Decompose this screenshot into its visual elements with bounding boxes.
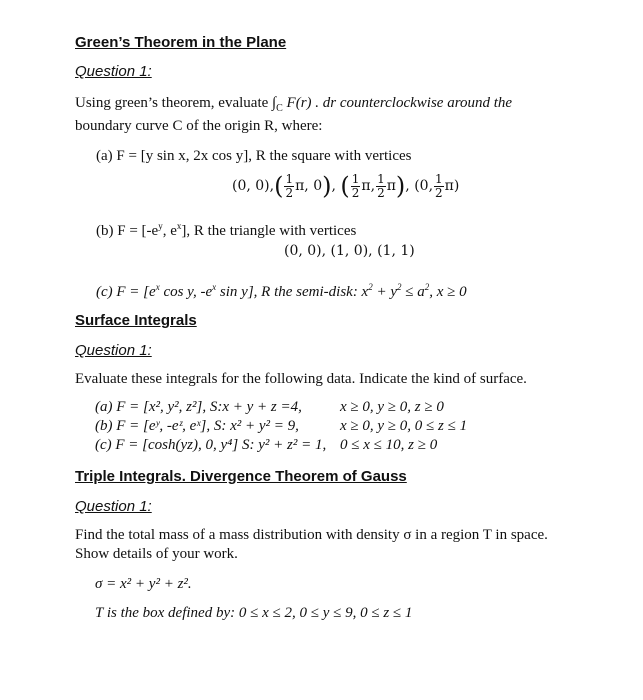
section-title-divergence: Triple Integrals. Divergence Theorem of Gauss [75,468,407,485]
fraction-half-2: $\frac{1}{2}$ [351,171,360,200]
question-label-1: Question 1: [75,63,152,80]
mass-intro-line-2: Show details of your work. [75,546,238,562]
question-label-2: Question 1: [75,342,152,359]
part-c-text: (c) $F = [e^x$ cos y, $-e^x$ sin y], R the semi-disk: $x^2 + y^2 \le a^2$, x ≥ 0 [96,282,467,300]
greens-intro-line-2: boundary curve C of the origin R, where: [75,118,323,134]
box-definition: T is the box defined by: 0 ≤ x ≤ 2, 0 ≤ y ≤ 9, 0 ≤ z ≤ 1 [95,605,413,621]
part-b-text: (b) $F = [-e^y$, $e^x$], R the triangle with vertices [96,221,357,239]
density-formula: σ = x² + y² + z². [95,576,192,592]
surface-row-a-left: (a) F = [x², y², z²], S:x + y + z =4, [95,399,302,415]
question-label-3: Question 1: [75,498,152,515]
integral-subscript: C [276,103,283,114]
surface-intro: Evaluate these integrals for the following data. Indicate the kind of surface. [75,371,527,387]
greens-intro-line-1 [75,95,512,114]
surface-row-c-left: (c) F = [cosh(yz), 0, y⁴] S: y² + z² = 1, [95,437,327,453]
surface-row-a-right: x ≥ 0, y ≥ 0, z ≥ 0 [340,399,444,415]
surface-row-b-left: (b) F = [eʸ, -eᶻ, eˣ], S: x² + y² = 9, [95,418,299,434]
fraction-half-1: $\frac{1}{2}$ [285,171,294,200]
vertex-pi-zero: π, 0 [295,178,323,194]
greens-intro-text: Using green’s theorem, evaluate ∫ [75,95,277,111]
fraction-half-3: $\frac{1}{2}$ [377,171,385,200]
vertex-origin: (0, 0), [232,178,275,194]
part-a-vertices: (0, 0), ( $\frac{1}{2}$ π, 0 ) , ( $\frac{1}{2}$ π, $\frac{1}{2}$ π ) , (0, $\frac{1}{2}$ π ) [232,171,460,200]
mass-intro-line-1: Find the total mass of a mass distribution with density σ in a region T in space. [75,527,548,543]
section-title-greens-theorem: Green’s Theorem in the Plane [75,34,287,51]
section-title-surface-integrals: Surface Integrals [75,312,197,329]
greens-intro-rest: F(r) . dr counterclockwise around the [282,95,513,111]
surface-row-b-right: x ≥ 0, y ≥ 0, 0 ≤ z ≤ 1 [340,418,468,434]
part-b-vertices: (0, 0), (1, 0), (1, 1) [284,243,415,259]
surface-row-c-right: 0 ≤ x ≤ 10, z ≥ 0 [340,437,438,453]
part-a-text: (a) F = [y sin x, 2x cos y], R the square with vertices [96,148,412,164]
fraction-half-4: $\frac{1}{2}$ [435,171,443,200]
